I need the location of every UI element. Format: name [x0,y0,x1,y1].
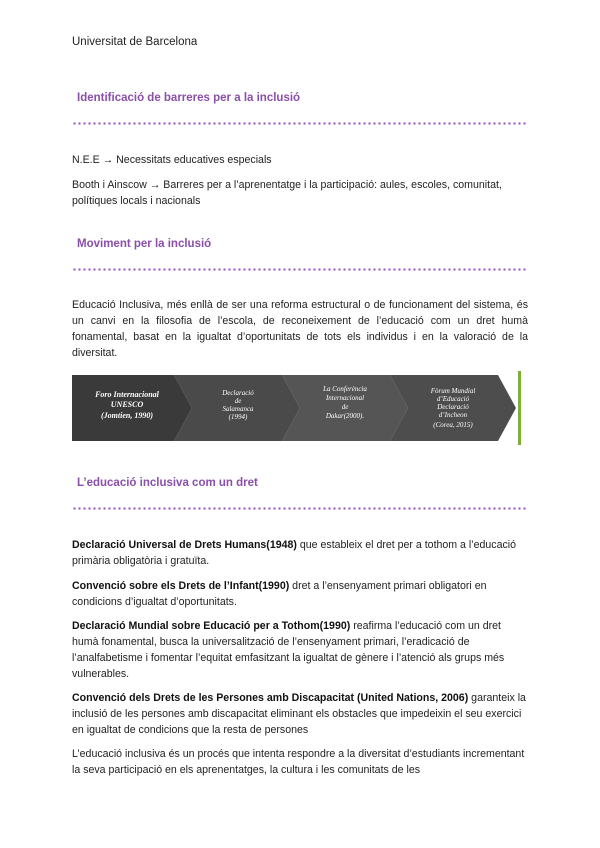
timeline-step-2-line3: Salamanca [222,405,254,413]
timeline-step-3-line4: Dakar(2000). [325,412,365,420]
dotted-divider [72,507,528,510]
inclusive-education-paragraph: Educació Inclusiva, més enllà de ser una reforma estructural o de funcionament del sistema, és un canvi en la filosofia de l’escola, de reconeixement de l’educació com un dret humà fonamental, basat en la igualtat d’oportunitats de tots els individus i en la valoració de la diversitat. [72,299,528,359]
timeline-step-4-line4: d’Incheon [438,411,468,419]
rights-item-disability [72,690,528,738]
rights-item-title: Convenció sobre els Drets de l’Infant(1990) [72,580,290,592]
section-title-right: L’educació inclusiva com un dret [77,477,258,489]
rights-item-title: Convenció dels Drets de les Persones amb Discapacitat (United Nations, 2006) [72,692,469,704]
nee-line: N.E.E → Necessitats educatives especials [72,154,272,166]
section-title-movement: Moviment per la inclusió [77,238,212,250]
booth-ainscow-line: Booth i Ainscow → Barreres per a l’aprenentatge i la participació: aules, escoles, comunitat, polítiques locals i nacionals [72,179,502,207]
rights-item-text: garanteix la inclusió de les persones amb discapacitat eliminant els obstacles que impedeixin el seu exercici en igualtat de condicions que la resta de persones [72,692,526,736]
rights-item-efa [72,618,528,682]
timeline-step-2-line1: Declaració [222,389,254,397]
timeline-step-4-line2: d’Educació [436,395,470,403]
rights-item-udhr [72,537,528,569]
rights-item-text: dret a l’ensenyament primari obligatori en condicions d’igualtat d’oportunitats. [72,580,487,608]
timeline-graphic [72,371,532,445]
timeline-step-1-line1: Foro Internacional [95,390,159,399]
timeline-step-1-line3: (Jomtien, 1990) [101,411,153,420]
timeline-step-2-line2: de [234,397,242,405]
rights-item-title: Declaració Mundial sobre Educació per a Tothom(1990) [72,620,351,632]
rights-item-title: Declaració Universal de Drets Humans(1948) [72,539,297,551]
timeline-step-3-line1: La Conferència [323,385,367,393]
timeline-step-1-line2: UNESCO [110,400,144,409]
section-title-barriers: Identificació de barreres per a la inclusió [77,92,301,104]
timeline-step-3-line2: Internacional [325,394,365,402]
timeline-accent-bar [518,371,521,445]
dotted-divider [72,268,528,271]
timeline-step-4-line5: (Corea, 2015) [433,421,473,429]
timeline-step-4-line3: Declaració [437,403,469,411]
rights-item-text: que estableix el dret per a tothom a l’educació primària obligatòria i gratuïta. [72,539,517,567]
rights-item-child [72,578,528,610]
timeline-step-3-line3: de [341,403,349,411]
rights-item-text: reafirma l’educació com un dret humà fonamental, busca la universalització de l’ensenyament primari, l’eradicació de l’analfabetisme i fomentar l’equitat emfasitzant la igualtat de gènere i l’atenció als grups més vulnerables. [72,620,505,680]
dotted-divider [72,122,528,125]
timeline-step-2-line4: (1994) [228,413,248,421]
timeline-step-4-line1: Fòrum Mundial [430,387,476,395]
institution-header: Universitat de Barcelona [72,36,198,48]
closing-paragraph: L’educació inclusiva és un procés que intenta respondre a la diversitat d’estudiants incrementant la seva participació en els aprenentatges, la cultura i les comunitats de les [72,748,525,776]
